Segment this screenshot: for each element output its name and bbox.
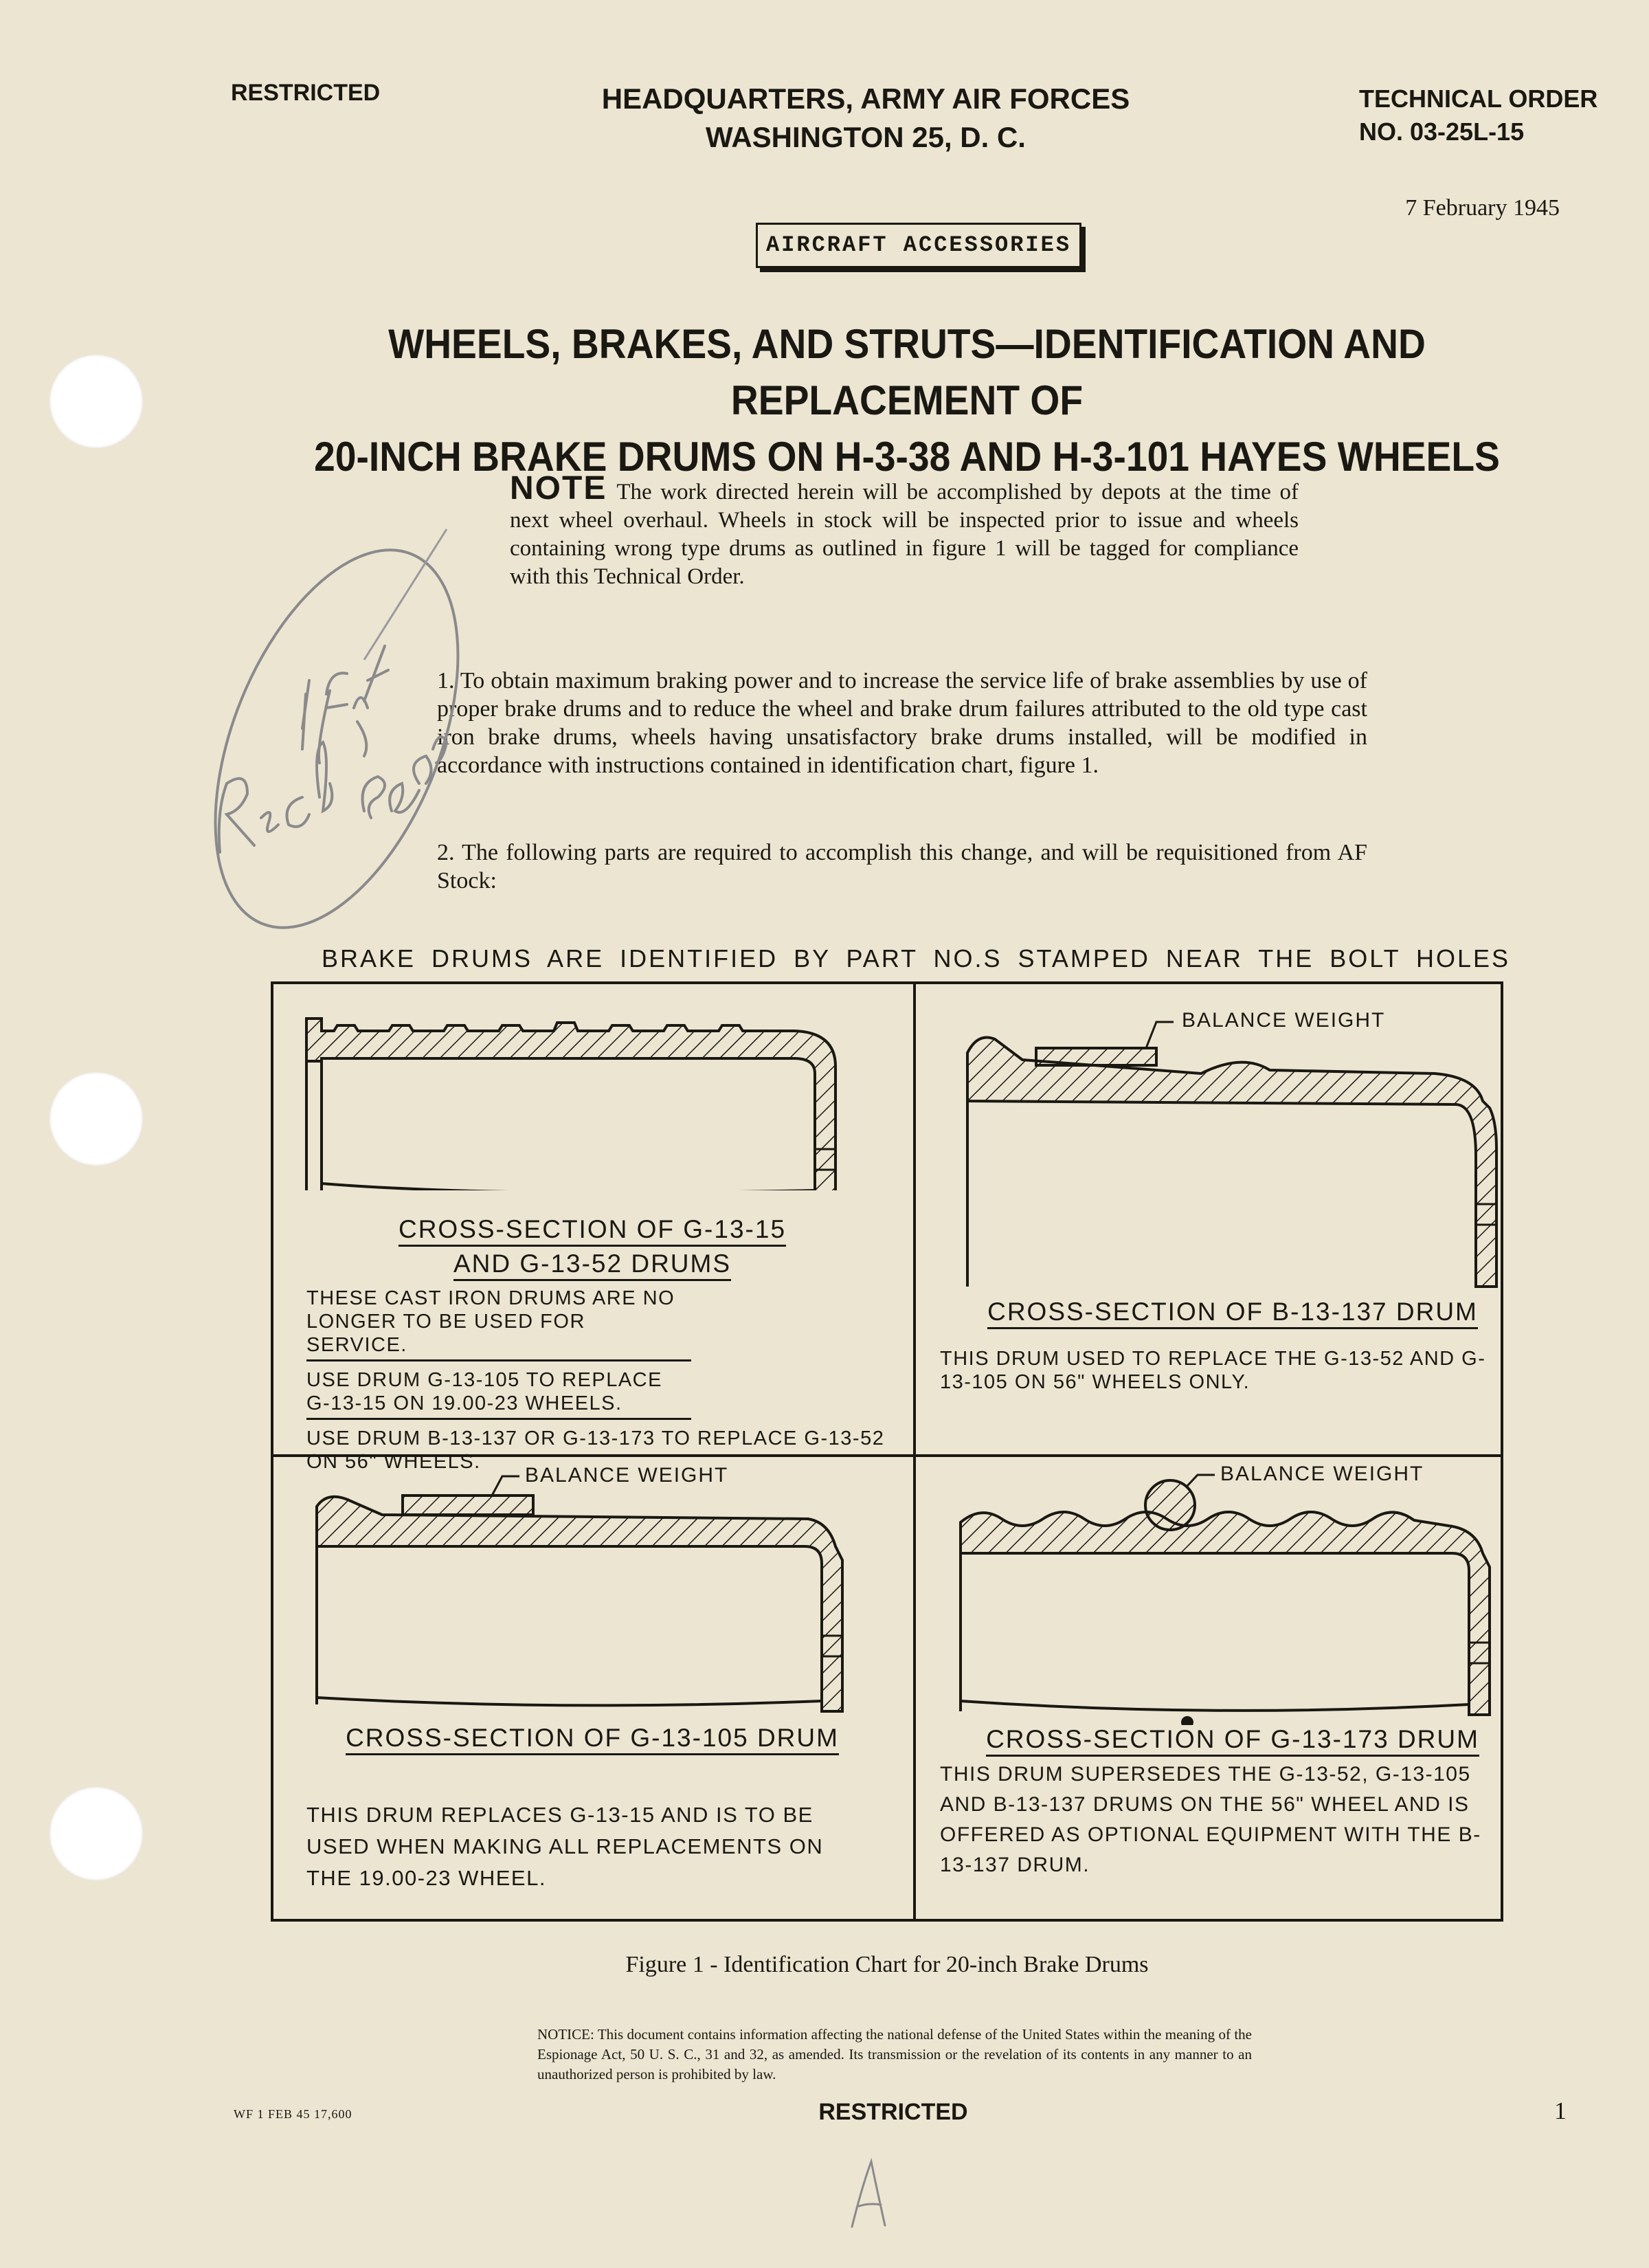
note-block	[510, 470, 1299, 591]
chart-cell-b-13-137	[926, 984, 1539, 1452]
binder-hole	[49, 355, 143, 448]
chart-cell-g-13-105	[286, 1457, 899, 1924]
drum-title: CROSS-SECTION OF G-13-173 DRUM	[926, 1722, 1539, 1757]
binder-hole	[49, 1787, 143, 1880]
drum-cross-section-drawing	[926, 1457, 1539, 1725]
organization-address: WASHINGTON 25, D. C.	[706, 121, 1026, 153]
balance-weight-label: BALANCE WEIGHT	[525, 1464, 729, 1487]
binder-hole	[49, 1072, 143, 1166]
classification-footer: RESTRICTED	[818, 2099, 968, 2125]
chart-caption: BRAKE DRUMS ARE IDENTIFIED BY PART NO.S STAMPED NEAR THE BOLT HOLES	[322, 944, 1510, 972]
note-text: The work directed herein will be accomplished by depots at the time of next wheel overhaul. Wheels in stock will be inspected prior to issue and wheels containing wrong type drums as outlined in figure 1 will be tagged for compliance with this Technical Order.	[510, 480, 1299, 589]
drum-title: CROSS-SECTION OF G-13-105 DRUM	[286, 1721, 899, 1755]
balance-weight-label: BALANCE WEIGHT	[1182, 1009, 1386, 1032]
paragraph-1: 1. To obtain maximum braking power and to increase the service life of brake assemblies by use of proper brake drums and to reduce the wheel and brake drum failures attributed to the old type cast iron brake drums, wheels having unsatisfactory brake drums installed, will be modified in accordance with instructions contained in identification chart, figure 1.	[437, 668, 1367, 778]
drum-cross-section-drawing	[286, 1457, 899, 1718]
drum-title: CROSS-SECTION OF G-13-15 AND G-13-52 DRUMS	[286, 1212, 899, 1281]
classification-header: RESTRICTED	[231, 80, 381, 106]
chart-divider	[913, 984, 916, 1919]
identification-chart	[271, 981, 1503, 1922]
organization-name: HEADQUARTERS, ARMY AIR FORCES	[601, 82, 1130, 115]
drum-description: THIS DRUM SUPERSEDES THE G-13-52, G-13-105 AND B-13-137 DRUMS ON THE 56" WHEEL AND IS OFFERED AS OPTIONAL EQUIPMENT WITH THE B-13-137 DRUM.	[940, 1763, 1481, 1876]
issue-date: 7 February 1945	[1405, 195, 1560, 221]
security-notice: NOTICE: This document contains information affecting the national defense of the United States within the meaning of the Espionage Act, 50 U. S. C., 31 and 32, as amended. Its transmission or the revelation of its contents in any manner to an unauthorized person is prohibited by law.	[537, 2026, 1252, 2082]
received-stamp-handwriting	[199, 522, 481, 955]
note-heading: NOTE	[510, 470, 607, 507]
drum-description: THESE CAST IRON DRUMS ARE NO LONGER TO BE USED FOR SERVICE. USE DRUM G-13-105 TO REPLACE G-13-15 ON 19.00-23 WHEELS. USE DRUM B-13-137 OR G-13-173 TO REPLACE G-13-52 ON 56" WHEELS.	[306, 1287, 885, 1473]
drum-title: CROSS-SECTION OF B-13-137 DRUM	[926, 1295, 1539, 1329]
paragraph-2: 2. The following parts are required to accomplish this change, and will be requisitioned from AF Stock:	[437, 840, 1367, 893]
page-number: 1	[1554, 2097, 1567, 2124]
figure-caption: Figure 1 - Identification Chart for 20-inch Brake Drums	[625, 1952, 1149, 1977]
drum-cross-section-drawing	[286, 984, 899, 1190]
document-title: WHEELS, BRAKES, AND STRUTS—IDENTIFICATION AND REPLACEMENT OF 20-INCH BRAKE DRUMS ON H-3-38 AND H-3-101 HAYES WHEELS	[314, 321, 1500, 480]
balance-weight-label: BALANCE WEIGHT	[1220, 1463, 1424, 1485]
chart-cell-g-13-15	[286, 984, 899, 1473]
drum-description: THIS DRUM REPLACES G-13-15 AND IS TO BE USED WHEN MAKING ALL REPLACEMENTS ON THE 19.00-23 WHEEL.	[306, 1803, 824, 1890]
print-code: WF 1 FEB 45 17,600	[234, 2107, 352, 2121]
handwritten-mark	[845, 2151, 893, 2234]
chart-cell-g-13-173	[926, 1457, 1539, 1924]
technical-order-number: TECHNICAL ORDER NO. 03-25L-15	[1359, 85, 1598, 146]
category-box: AIRCRAFT ACCESSORIES	[756, 223, 1081, 268]
drum-description: THIS DRUM USED TO REPLACE THE G-13-52 AND G-13-105 ON 56" WHEELS ONLY.	[940, 1348, 1486, 1393]
issuing-organization	[522, 80, 1209, 157]
